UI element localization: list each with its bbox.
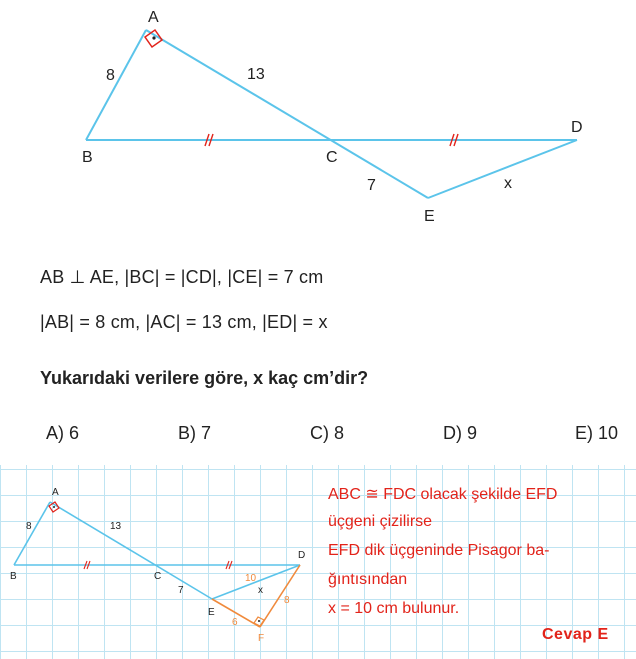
sol-length-ed-value: 10 (245, 573, 257, 584)
sol-segment-ae (50, 502, 212, 599)
sol-point-e: E (208, 607, 215, 618)
solution-figure (0, 465, 320, 659)
point-d-label: D (571, 119, 583, 136)
length-ed: x (504, 175, 512, 192)
sol-length-df: 8 (284, 595, 290, 606)
main-triangle-figure (0, 0, 636, 240)
sol-length-ed: x (258, 585, 263, 596)
sol-segment-ab (14, 502, 50, 565)
question-text: Yukarıdaki verilere göre, x kaç cm’dir? (40, 368, 369, 388)
sol-point-a: A (52, 487, 59, 498)
point-c-label: C (326, 149, 338, 166)
solution-line-2: üçgeni çizilirse (328, 513, 433, 530)
length-ab: 8 (106, 67, 115, 84)
sol-length-ab: 8 (26, 521, 32, 532)
sol-point-d: D (298, 550, 306, 561)
sol-length-ef: 6 (232, 617, 238, 628)
length-ac: 13 (247, 66, 265, 83)
segment-ae (146, 30, 428, 198)
length-ce: 7 (367, 177, 376, 194)
answer-label: Cevap E (542, 626, 609, 643)
given-line-2: |AB| = 8 cm, |AC| = 13 cm, |ED| = x (40, 312, 328, 332)
given-line-1: AB ⊥ AE, |BC| = |CD|, |CE| = 7 cm (40, 267, 324, 287)
sol-point-f: F (258, 633, 265, 644)
sol-right-angle-a-dot (53, 506, 55, 508)
point-a-label: A (148, 9, 159, 26)
choice-a[interactable]: A) 6 (46, 423, 80, 443)
solution-line-1: ABC ≅ FDC olacak şekilde EFD (328, 486, 558, 503)
choice-b[interactable]: B) 7 (178, 423, 212, 443)
sol-point-c: C (154, 571, 162, 582)
segment-ab (86, 30, 146, 140)
choice-c[interactable]: C) 8 (310, 423, 345, 443)
choice-d[interactable]: D) 9 (443, 423, 478, 443)
right-angle-dot (152, 36, 155, 39)
sol-segment-fd (260, 565, 300, 627)
solution-line-5: x = 10 cm bulunur. (328, 600, 460, 617)
point-b-label: B (82, 149, 93, 166)
solution-line-4: ğıntısından (328, 571, 408, 588)
point-e-label: E (424, 208, 435, 225)
segment-ed (428, 140, 577, 198)
sol-right-angle-f-dot (258, 620, 260, 622)
sol-length-ce: 7 (178, 585, 184, 596)
solution-line-3: EFD dik üçgeninde Pisagor ba- (328, 542, 550, 559)
sol-length-ac: 13 (110, 521, 122, 532)
sol-point-b: B (10, 571, 17, 582)
choice-e[interactable]: E) 10 (575, 423, 619, 443)
